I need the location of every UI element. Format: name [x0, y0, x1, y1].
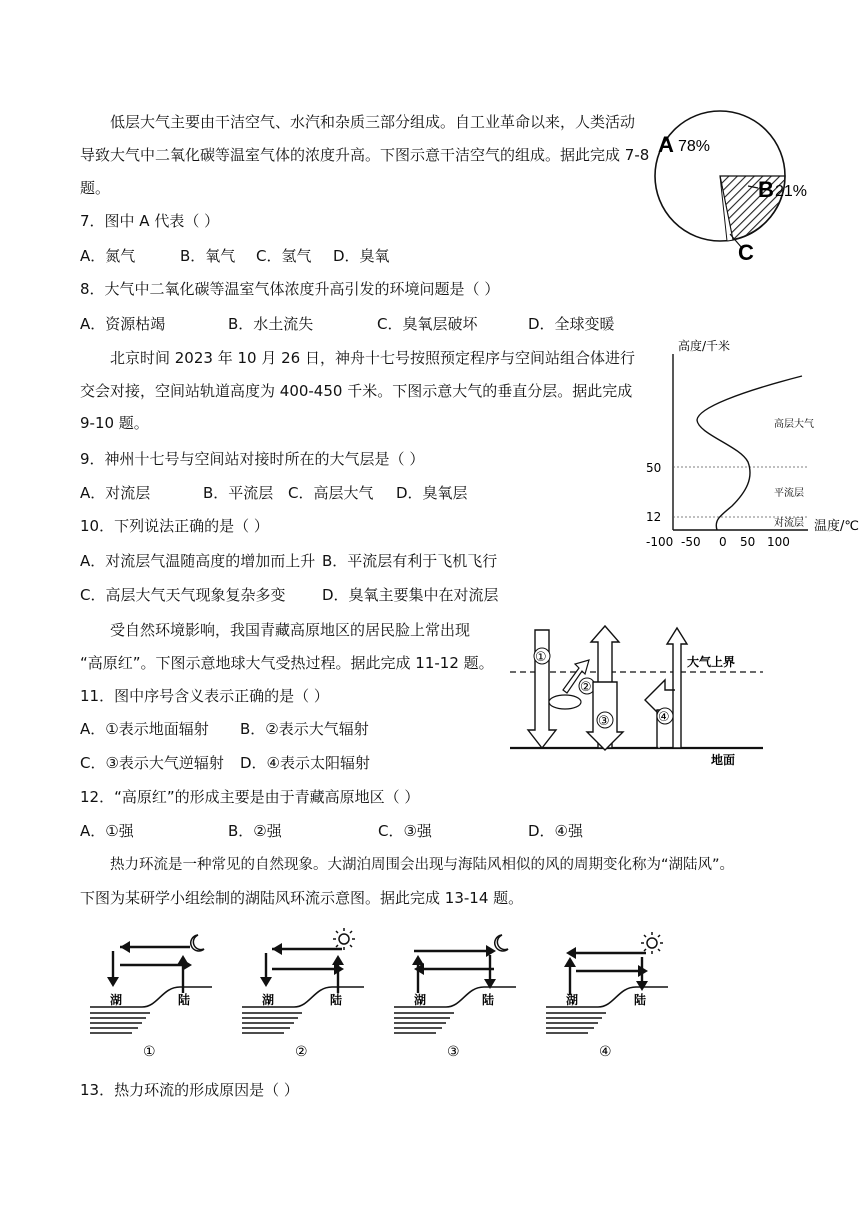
q10-option-a[interactable]: A．对流层气温随高度的增加而上升	[80, 552, 316, 570]
svg-text:湖: 湖	[566, 993, 579, 1007]
pie-pct-b: 21%	[775, 183, 808, 200]
intro-7-8-line2: 导致大气中二氧化碳等温室气体的浓度升高。下图示意干洁空气的组成。据此完成 7-8	[80, 146, 650, 164]
pie-label-c: C	[738, 240, 754, 265]
label-stratosphere: 平流层	[774, 488, 804, 499]
intro-11-12-line1: 受自然环境影响，我国青藏高原地区的居民脸上常出现	[110, 621, 471, 639]
intro-11-12-line2: “高原红”。下图示意地球大气受热过程。据此完成 11-12 题。	[80, 654, 494, 672]
atmosphere-heating-diagram	[505, 620, 755, 770]
q8-stem: 8．大气中二氧化碳等温室气体浓度升高引发的环境问题是（ ）	[80, 280, 500, 298]
panel-number-2: ②	[295, 1044, 308, 1060]
tick-50: 50	[646, 461, 662, 475]
intro-9-10-line1: 北京时间 2023 年 10 月 26 日，神舟十七号按照预定程序与空间站组合体进行	[110, 349, 635, 367]
q11-option-a[interactable]: A．①表示地面辐射	[80, 720, 209, 738]
tick-12: 12	[646, 510, 662, 524]
tick-x-0: 0	[719, 535, 727, 549]
q8-option-d[interactable]: D．全球变暖	[528, 315, 615, 333]
q11-option-d[interactable]: D．④表示太阳辐射	[240, 754, 370, 772]
air-composition-pie	[650, 110, 850, 270]
panel-number-4: ④	[599, 1044, 612, 1060]
svg-text:陆: 陆	[482, 993, 495, 1007]
lake-breeze-panel-1	[80, 925, 230, 1065]
svg-text:陆: 陆	[634, 993, 647, 1007]
q12-option-b[interactable]: B．②强	[228, 822, 282, 840]
sun-icon	[333, 928, 355, 950]
intro-7-8-line3: 题。	[80, 179, 111, 197]
q12-option-c[interactable]: C．③强	[378, 822, 432, 840]
q9-stem: 9．神州十七号与空间站对接时所在的大气层是（ ）	[80, 450, 425, 468]
q12-option-a[interactable]: A．①强	[80, 822, 134, 840]
num-3: ③	[598, 714, 610, 729]
pie-pct-a: 78%	[678, 138, 711, 155]
q10-option-b[interactable]: B．平流层有利于飞机飞行	[322, 552, 498, 570]
pie-label-a: A	[658, 132, 674, 157]
atmosphere-layers-chart	[646, 336, 860, 551]
q9-option-b[interactable]: B．平流层	[203, 484, 274, 502]
q9-option-c[interactable]: C．高层大气	[288, 484, 374, 502]
svg-text:湖: 湖	[414, 993, 427, 1007]
intro-9-10-line2: 交会对接，空间站轨道高度为 400-450 千米。下图示意大气的垂直分层。据此完成	[80, 382, 633, 400]
svg-text:陆: 陆	[330, 993, 343, 1007]
num-4: ④	[658, 710, 670, 725]
q12-stem: 12．“高原红”的形成主要是由于青藏高原地区（ ）	[80, 788, 420, 806]
lake-breeze-panel-2	[232, 925, 382, 1065]
tick-x-50: 50	[740, 535, 756, 549]
q11-stem: 11．图中序号含义表示正确的是（ ）	[80, 687, 329, 705]
intro-13-14-line1: 热力环流是一种常见的自然现象。大湖泊周围会出现与海陆风相似的风的周期变化称为“湖陆风”。	[110, 857, 735, 873]
label-troposphere: 对流层	[774, 518, 804, 529]
intro-13-14-line2: 下图为某研学小组绘制的湖陆风环流示意图。据此完成 13-14 题。	[80, 889, 524, 907]
arrow-4-shape	[667, 628, 687, 748]
moon-icon	[191, 935, 204, 951]
label-high-atmosphere: 高层大气	[774, 419, 814, 430]
q7-option-b[interactable]: B．氧气	[180, 247, 236, 265]
intro-7-8-line1: 低层大气主要由干洁空气、水汽和杂质三部分组成。自工业革命以来，人类活动	[110, 113, 636, 131]
y-axis-title: 高度/千米	[678, 339, 731, 353]
x-axis-title: 温度/℃	[814, 519, 859, 534]
lake-breeze-panel-3	[384, 925, 534, 1065]
q11-option-b[interactable]: B．②表示大气辐射	[240, 720, 369, 738]
q9-option-d[interactable]: D．臭氧层	[396, 484, 468, 502]
q10-option-c[interactable]: C．高层大气天气现象复杂多变	[80, 586, 286, 604]
panel-number-1: ①	[143, 1044, 156, 1060]
q10-option-d[interactable]: D．臭氧主要集中在对流层	[322, 586, 499, 604]
num-1: ①	[535, 650, 547, 665]
q7-option-a[interactable]: A．氮气	[80, 247, 136, 265]
num-2: ②	[580, 680, 592, 695]
q8-option-c[interactable]: C．臭氧层破坏	[377, 315, 478, 333]
q7-option-c[interactable]: C．氢气	[256, 247, 312, 265]
svg-text:湖: 湖	[110, 993, 123, 1007]
q9-option-a[interactable]: A．对流层	[80, 484, 151, 502]
intro-9-10-line3: 9-10 题。	[80, 414, 149, 432]
svg-text:湖: 湖	[262, 993, 275, 1007]
q7-option-d[interactable]: D．臭氧	[333, 247, 390, 265]
label-upper-boundary: 大气上界	[687, 655, 736, 669]
label-ground: 地面	[711, 753, 736, 767]
sun-icon	[641, 932, 663, 954]
q8-option-b[interactable]: B．水土流失	[228, 315, 314, 333]
lake-breeze-panel-4	[536, 925, 686, 1065]
moon-icon	[495, 935, 508, 951]
arrow-4	[635, 692, 659, 748]
panel-number-3: ③	[447, 1044, 460, 1060]
svg-text:陆: 陆	[178, 993, 191, 1007]
q11-option-c[interactable]: C．③表示大气逆辐射	[80, 754, 224, 772]
tick-x-minus100: -100	[646, 535, 674, 549]
cloud-icon	[549, 695, 581, 709]
tick-x-minus50: -50	[681, 535, 701, 549]
q12-option-d[interactable]: D．④强	[528, 822, 583, 840]
q10-stem: 10．下列说法正确的是（ ）	[80, 517, 269, 535]
q8-option-a[interactable]: A．资源枯竭	[80, 315, 166, 333]
pie-label-b: B	[758, 177, 774, 202]
tick-x-100: 100	[767, 535, 790, 549]
q13-stem: 13．热力环流的形成原因是（ ）	[80, 1081, 299, 1099]
q7-stem: 7．图中 A 代表（ ）	[80, 212, 220, 230]
temperature-curve	[697, 376, 802, 530]
